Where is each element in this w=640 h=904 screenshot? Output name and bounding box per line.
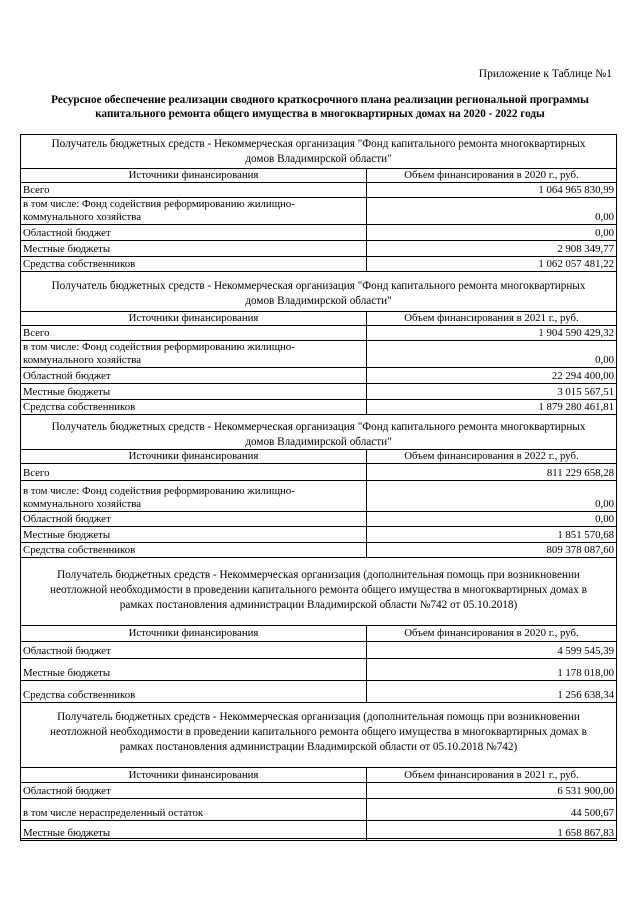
table-header-row bbox=[21, 450, 617, 464]
funding-table-2021 bbox=[20, 311, 617, 415]
row-value: 1 178 018,00 bbox=[367, 659, 617, 681]
row-value: 1 064 965 830,99 bbox=[367, 183, 617, 198]
sources-header: Источники финансирования bbox=[21, 169, 367, 183]
table-row bbox=[21, 183, 617, 198]
row-label-line: коммунального хозяйства bbox=[23, 498, 142, 510]
amount-header: Объем финансирования в 2021 г., руб. bbox=[367, 312, 617, 326]
row-value: 0,00 bbox=[367, 512, 617, 527]
row-label-line: в том числе: Фонд содействия реформированию жилищно- bbox=[23, 198, 295, 210]
row-value: 0,00 bbox=[367, 481, 617, 512]
recipient-line: домов Владимирской области" bbox=[245, 153, 392, 165]
row-value: 22 294 400,00 bbox=[367, 368, 617, 384]
row-label-line: в том числе: Фонд содействия реформированию жилищно- bbox=[23, 485, 295, 497]
table-row bbox=[21, 464, 617, 481]
table-row bbox=[21, 512, 617, 527]
table-row bbox=[21, 241, 617, 257]
table-row bbox=[21, 642, 617, 659]
recipient-heading bbox=[24, 568, 613, 613]
row-value: 0,00 bbox=[367, 225, 617, 241]
recipient-line: Получатель бюджетных средств - Некоммерческая организация "Фонд капитального ремонта многоквартирных bbox=[51, 138, 586, 150]
funding-table-2020 bbox=[20, 168, 617, 272]
sources-header: Источники финансирования bbox=[21, 450, 367, 464]
funding-table-2022 bbox=[20, 449, 617, 558]
recipient-line: домов Владимирской области" bbox=[245, 436, 392, 448]
row-value: 2 908 349,77 bbox=[367, 241, 617, 257]
row-label bbox=[21, 341, 367, 368]
recipient-line: Получатель бюджетных средств - Некоммерческая организация (дополнительная помощь при возникновении bbox=[57, 569, 580, 581]
table-row bbox=[21, 257, 617, 272]
row-value: 811 229 658,28 bbox=[367, 464, 617, 481]
table-row bbox=[21, 225, 617, 241]
table-row bbox=[21, 659, 617, 681]
row-label-line: коммунального хозяйства bbox=[23, 211, 142, 223]
row-label: Местные бюджеты bbox=[21, 527, 367, 543]
amount-header: Объем финансирования в 2021 г., руб. bbox=[367, 768, 617, 783]
row-value: 6 531 900,00 bbox=[367, 783, 617, 799]
table-header-row bbox=[21, 626, 617, 642]
table-header-row bbox=[21, 312, 617, 326]
recipient-line: домов Владимирской области" bbox=[245, 295, 392, 307]
row-label: Местные бюджеты bbox=[21, 384, 367, 400]
row-value: 1 256 638,34 bbox=[367, 681, 617, 703]
row-label: Всего bbox=[21, 326, 367, 341]
row-label: Областной бюджет bbox=[21, 368, 367, 384]
title-line: капитального ремонта общего имущества в многоквартирных домах на 2020 - 2022 годы bbox=[95, 108, 545, 120]
page-title bbox=[20, 93, 620, 121]
recipient-line: рамках постановления администрации Владимирской области от 05.10.2018 №742) bbox=[119, 741, 518, 753]
row-value: 0,00 bbox=[367, 341, 617, 368]
funding-table-additional-2020 bbox=[20, 625, 617, 703]
row-label: Всего bbox=[21, 464, 367, 481]
row-value: 809 378 087,60 bbox=[367, 543, 617, 558]
sources-header: Источники финансирования bbox=[21, 312, 367, 326]
row-label: Областной бюджет bbox=[21, 225, 367, 241]
table-header-row bbox=[21, 169, 617, 183]
row-label bbox=[21, 198, 367, 225]
row-value: 1 851 570,68 bbox=[367, 527, 617, 543]
row-value: 1 904 590 429,32 bbox=[367, 326, 617, 341]
recipient-line: рамках постановления администрации Владимирской области №742 от 05.10.2018) bbox=[119, 599, 518, 611]
row-value: 1 879 280 461,81 bbox=[367, 400, 617, 415]
row-value: 1 658 867,83 bbox=[367, 821, 617, 841]
table-row bbox=[21, 341, 617, 368]
table-row bbox=[21, 384, 617, 400]
recipient-line: неотложной необходимости в проведении капитального ремонта общего имущества в многоквартирных домах в bbox=[50, 584, 587, 596]
recipient-line: неотложной необходимости в проведении капитального ремонта общего имущества в многоквартирных домах в bbox=[50, 726, 587, 738]
table-row bbox=[21, 783, 617, 799]
row-label: в том числе нераспределенный остаток bbox=[21, 799, 367, 821]
row-label bbox=[21, 481, 367, 512]
table-row bbox=[21, 821, 617, 841]
row-label: Средства собственников bbox=[21, 400, 367, 415]
row-label: Средства собственников bbox=[21, 257, 367, 272]
recipient-line: Получатель бюджетных средств - Некоммерческая организация "Фонд капитального ремонта многоквартирных bbox=[51, 421, 586, 433]
table-row bbox=[21, 368, 617, 384]
title-line: Ресурсное обеспечение реализации сводного краткосрочного плана реализации региональной программы bbox=[51, 94, 589, 106]
table-row bbox=[21, 527, 617, 543]
table-row bbox=[21, 681, 617, 703]
amount-header: Объем финансирования в 2022 г., руб. bbox=[367, 450, 617, 464]
appendix-label: Приложение к Таблице №1 bbox=[478, 68, 612, 80]
recipient-heading bbox=[24, 137, 613, 167]
row-value: 3 015 567,51 bbox=[367, 384, 617, 400]
row-value: 44 500,67 bbox=[367, 799, 617, 821]
recipient-heading bbox=[24, 710, 613, 755]
table-header-row bbox=[21, 768, 617, 783]
recipient-line: Получатель бюджетных средств - Некоммерческая организация "Фонд капитального ремонта многоквартирных bbox=[51, 280, 586, 292]
row-value: 4 599 545,39 bbox=[367, 642, 617, 659]
row-value: 1 062 057 481,22 bbox=[367, 257, 617, 272]
table-row bbox=[21, 326, 617, 341]
sources-header: Источники финансирования bbox=[21, 626, 367, 642]
recipient-line: Получатель бюджетных средств - Некоммерческая организация (дополнительная помощь при возникновении bbox=[57, 711, 580, 723]
row-label: Областной бюджет bbox=[21, 783, 367, 799]
amount-header: Объем финансирования в 2020 г., руб. bbox=[367, 169, 617, 183]
sources-header: Источники финансирования bbox=[21, 768, 367, 783]
row-label-line: коммунального хозяйства bbox=[23, 354, 142, 366]
recipient-heading bbox=[24, 279, 613, 309]
recipient-heading bbox=[24, 420, 613, 450]
table-row bbox=[21, 400, 617, 415]
funding-table-additional-2021 bbox=[20, 767, 617, 841]
table-row bbox=[21, 799, 617, 821]
table-row bbox=[21, 198, 617, 225]
row-label: Всего bbox=[21, 183, 367, 198]
row-label: Областной бюджет bbox=[21, 642, 367, 659]
row-label: Местные бюджеты bbox=[21, 659, 367, 681]
table-row bbox=[21, 543, 617, 558]
table-row bbox=[21, 481, 617, 512]
row-label-line: в том числе: Фонд содействия реформированию жилищно- bbox=[23, 341, 295, 353]
row-label: Средства собственников bbox=[21, 543, 367, 558]
amount-header: Объем финансирования в 2020 г., руб. bbox=[367, 626, 617, 642]
row-label: Местные бюджеты bbox=[21, 241, 367, 257]
row-label: Местные бюджеты bbox=[21, 821, 367, 841]
row-value: 0,00 bbox=[367, 198, 617, 225]
row-label: Областной бюджет bbox=[21, 512, 367, 527]
row-label: Средства собственников bbox=[21, 681, 367, 703]
